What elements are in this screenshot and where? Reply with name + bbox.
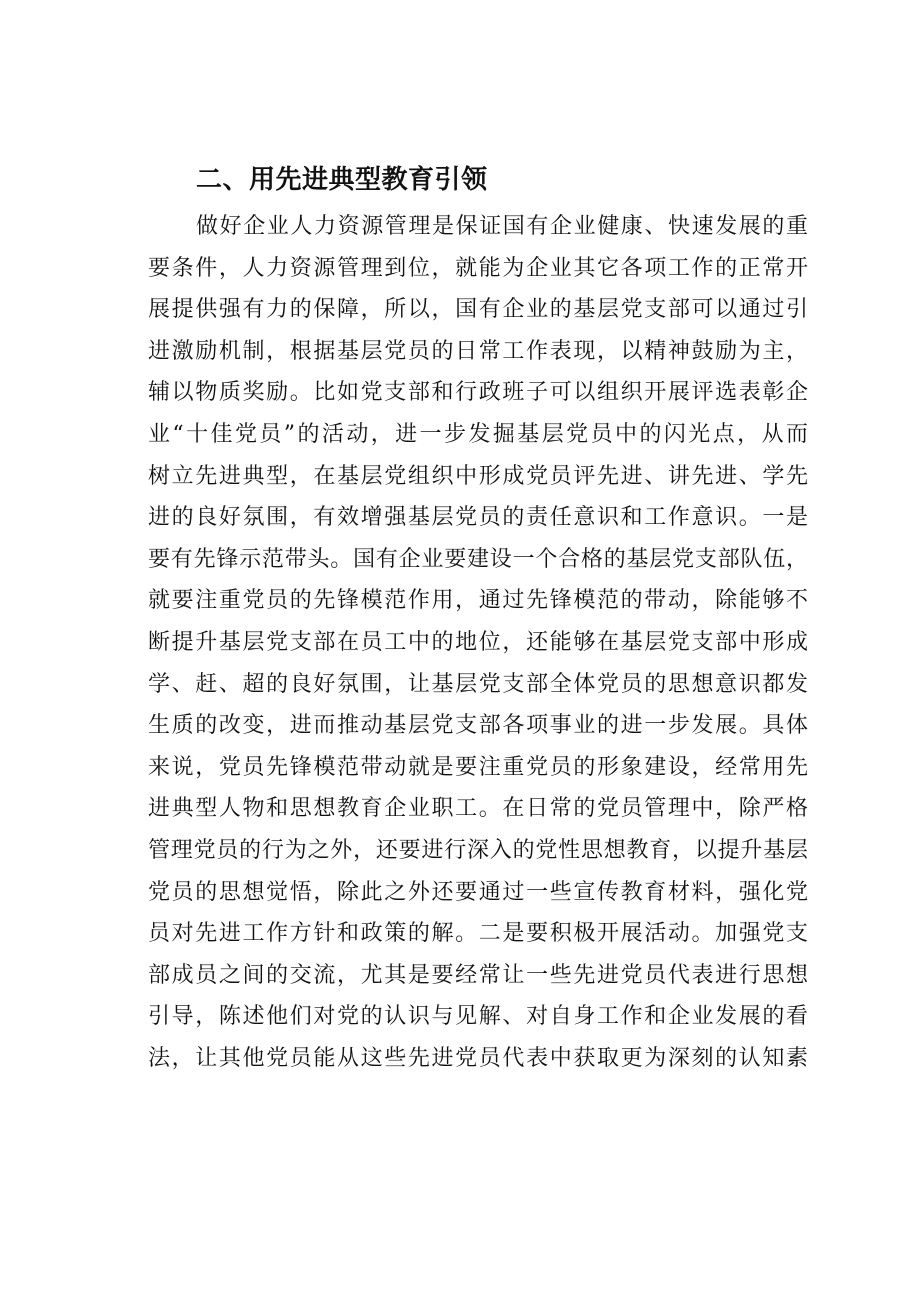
section-heading: 二、用先进典型教育引领 <box>196 165 488 195</box>
paragraph-line: 生质的改变，进而推动基层党支部各项事业的进一步发展。具体 <box>148 713 808 739</box>
paragraph-line: 来说，党员先锋模范带动就是要注重党员的形象建设，经常用先 <box>148 754 808 780</box>
paragraph-line: 部成员之间的交流，尤其是要经常让一些先进党员代表进行思想 <box>148 962 808 988</box>
paragraph-line: 员对先进工作方针和政策的解。二是要积极开展活动。加强党支 <box>148 921 808 947</box>
paragraph-line: 法，让其他党员能从这些先进党员代表中获取更为深刻的认知素 <box>148 1045 808 1071</box>
paragraph-line: 树立先进典型，在基层党组织中形成党员评先进、讲先进、学先 <box>148 463 808 489</box>
paragraph-line: 进激励机制，根据基层党员的日常工作表现，以精神鼓励为主， <box>148 338 808 364</box>
paragraph-line: 要条件，人力资源管理到位，就能为企业其它各项工作的正常开 <box>148 255 808 281</box>
paragraph-line: 展提供强有力的保障，所以，国有企业的基层党支部可以通过引 <box>148 297 808 323</box>
paragraph-line: 进的良好氛围，有效增强基层党员的责任意识和工作意识。一是 <box>148 505 808 531</box>
paragraph-line: 管理党员的行为之外，还要进行深入的党性思想教育，以提升基层 <box>148 837 808 863</box>
paragraph-line: 引导，陈述他们对党的认识与见解、对自身工作和企业发展的看 <box>148 1004 808 1030</box>
paragraph-line: 进典型人物和思想教育企业职工。在日常的党员管理中，除严格 <box>148 796 808 822</box>
paragraph-line: 就要注重党员的先锋模范作用，通过先锋模范的带动，除能够不 <box>148 588 808 614</box>
paragraph-line: 业“十佳党员”的活动，进一步发掘基层党员中的闪光点，从而 <box>148 421 808 447</box>
paragraph-line: 辅以物质奖励。比如党支部和行政班子可以组织开展评选表彰企 <box>148 380 808 406</box>
body-paragraph <box>148 206 808 1079</box>
paragraph-line: 要有先锋示范带头。国有企业要建设一个合格的基层党支部队伍， <box>148 546 808 572</box>
paragraph-line: 党员的思想觉悟，除此之外还要通过一些宣传教育材料，强化党 <box>148 879 808 905</box>
paragraph-line: 做好企业人力资源管理是保证国有企业健康、快速发展的重 <box>196 214 808 239</box>
paragraph-line: 学、赶、超的良好氛围，让基层党支部全体党员的思想意识都发 <box>148 671 808 697</box>
paragraph-line: 断提升基层党支部在员工中的地位，还能够在基层党支部中形成 <box>148 629 808 655</box>
